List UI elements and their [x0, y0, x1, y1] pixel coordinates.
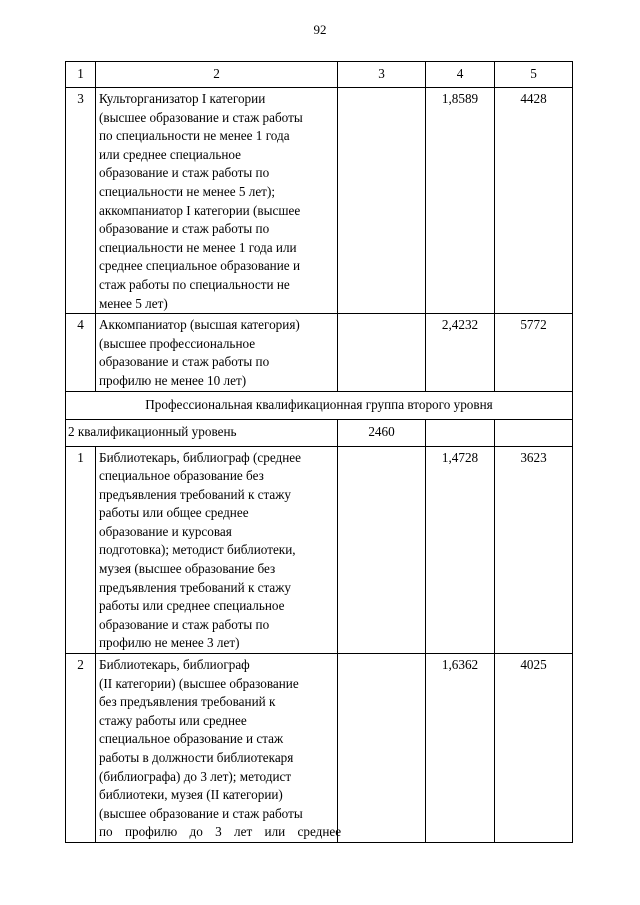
coefficient-cell: 1,8589 [426, 88, 495, 314]
description-line: стаж работы по специальности не [99, 276, 290, 292]
level-base-salary: 2460 [338, 419, 426, 446]
description-line: стажу работы или среднее [99, 712, 247, 728]
coefficient-cell: 1,6362 [426, 654, 495, 843]
base-salary-cell [338, 314, 426, 391]
header-row [66, 62, 573, 88]
description-line: образование и стаж работы по [99, 616, 270, 632]
description-line: профилю не менее 10 лет) [99, 372, 247, 388]
description-line: (II категории) (высшее образование [99, 675, 299, 691]
amount-cell: 4428 [495, 88, 573, 314]
header-cell: 1 [66, 62, 96, 88]
description-line: профилю не менее 3 лет) [99, 635, 240, 651]
group-row [66, 391, 573, 419]
description-line: по профилю до 3 лет или среднее [99, 824, 342, 840]
description-line: Библиотекарь, библиограф (среднее [99, 449, 302, 465]
page-number: 92 [313, 22, 327, 37]
position-description [96, 446, 338, 654]
description-line: без предъявления требований к [99, 694, 276, 710]
amount-cell: 3623 [495, 446, 573, 654]
amount-cell: 4025 [495, 654, 573, 843]
coefficient-cell: 2,4232 [426, 314, 495, 391]
amount-cell: 5772 [495, 314, 573, 391]
base-salary-cell [338, 654, 426, 843]
group-title: Профессиональная квалификационная группа второго уровня [66, 391, 573, 419]
base-salary-cell [338, 88, 426, 314]
coefficient-cell: 1,4728 [426, 446, 495, 654]
base-salary-cell [338, 446, 426, 654]
position-description [96, 314, 338, 391]
table-row [66, 314, 573, 391]
description-line: образование и стаж работы по [99, 221, 270, 237]
description-line: Культорганизатор I категории [99, 91, 266, 106]
salary-table [65, 61, 573, 843]
row-number: 1 [66, 446, 96, 654]
description-line: (высшее профессиональное [99, 335, 256, 351]
description-line: аккомпаниатор I категории (высшее [99, 202, 301, 218]
table-row [66, 446, 573, 654]
description-line: Аккомпаниатор (высшая категория) [99, 317, 300, 333]
description-line: специальное образование без [99, 468, 264, 484]
description-line: работы или общее среднее [99, 505, 249, 521]
description-line: специальности не менее 1 года или [99, 239, 297, 255]
row-number: 3 [66, 88, 96, 314]
description-line: образование и стаж работы по [99, 165, 270, 181]
description-line: (высшее образование и стаж работы [99, 805, 303, 821]
level-row [66, 419, 573, 446]
description-line: специальности не менее 5 лет); [99, 183, 276, 199]
description-line: работы или среднее специальное [99, 598, 285, 614]
description-line: предъявления требований к стажу [99, 579, 291, 595]
empty-cell [495, 419, 573, 446]
description-line: подготовка); методист библиотеки, [99, 542, 296, 558]
position-description [96, 88, 338, 314]
description-line: работы в должности библиотекаря [99, 750, 294, 765]
header-cell: 2 [96, 62, 338, 88]
description-line: среднее специальное образование и [99, 258, 301, 274]
row-number: 4 [66, 314, 96, 391]
description-line: (высшее образование и стаж работы [99, 109, 303, 125]
description-line: или среднее специальное [99, 146, 241, 162]
description-line: библиотеки, музея (II категории) [99, 787, 283, 803]
header-cell: 4 [426, 62, 495, 88]
table-row [66, 88, 573, 314]
level-label: 2 квалификационный уровень [66, 419, 338, 446]
position-description [96, 654, 342, 843]
description-line: (библиографа) до 3 лет); методист [99, 768, 292, 784]
header-cell: 3 [338, 62, 426, 88]
header-cell: 5 [495, 62, 573, 88]
empty-cell [426, 419, 495, 446]
description-line: по специальности не менее 1 года [99, 128, 290, 144]
description-line: предъявления требований к стажу [99, 486, 291, 502]
row-number: 2 [66, 654, 96, 843]
description-line: образование и стаж работы по [99, 354, 270, 370]
description-line: менее 5 лет) [99, 295, 168, 311]
description-line: специальное образование и стаж [99, 731, 284, 747]
description-line: музея (высшее образование без [99, 561, 276, 577]
description-line: Библиотекарь, библиограф [99, 657, 250, 673]
description-line: образование и курсовая [99, 523, 232, 539]
table-row [66, 654, 573, 843]
